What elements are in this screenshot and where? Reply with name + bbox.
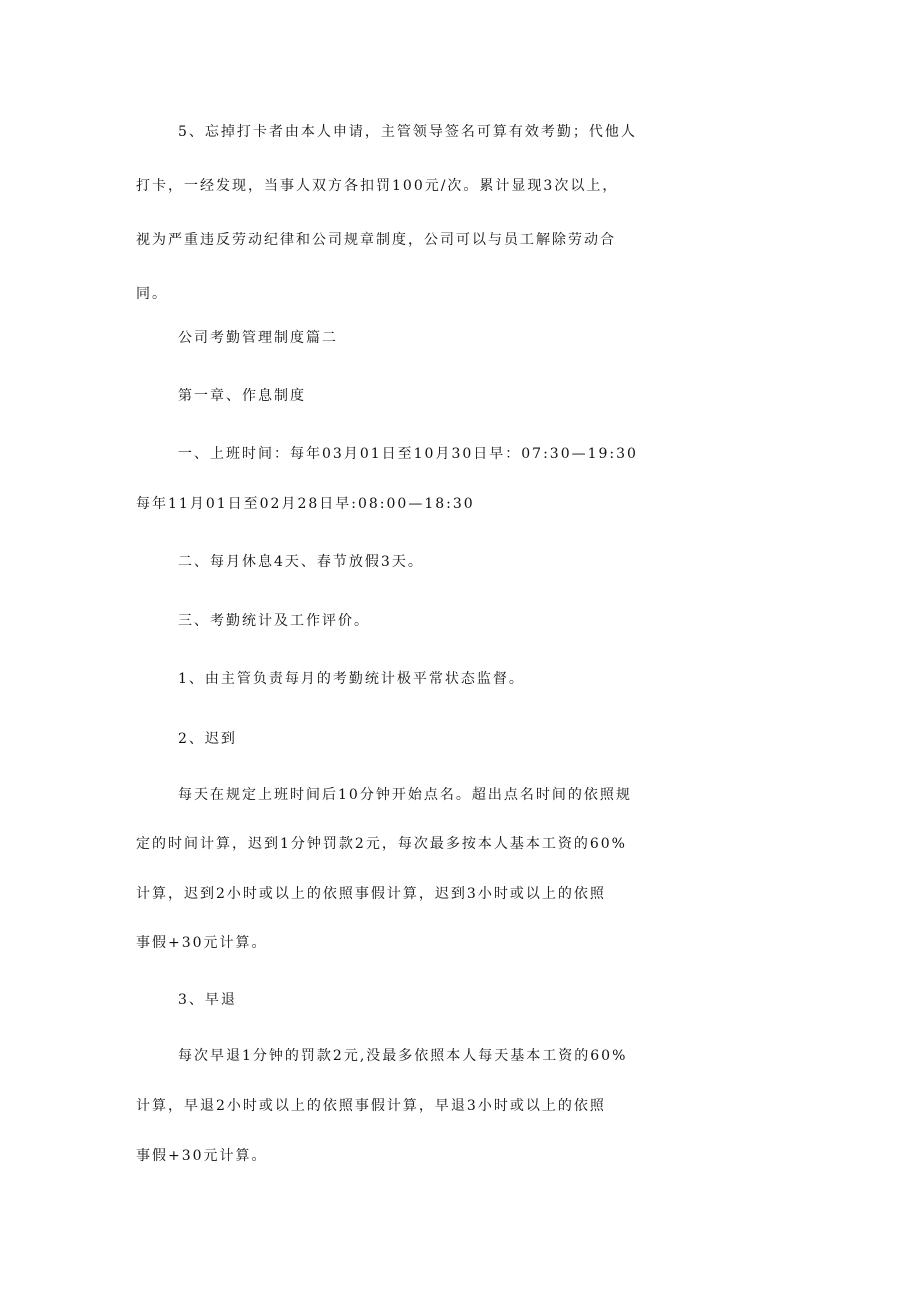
paragraph-line: 事假+30元计算。 bbox=[136, 935, 268, 951]
paragraph-line: 二、每月休息4天、春节放假3天。 bbox=[178, 554, 424, 570]
chapter-heading: 第一章、作息制度 bbox=[178, 388, 306, 404]
paragraph-line: 每次早退1分钟的罚款2元,没最多依照本人每天基本工资的60% bbox=[178, 1048, 628, 1064]
paragraph-line: 三、考勤统计及工作评价。 bbox=[178, 613, 370, 629]
paragraph-line: 计算，迟到2小时或以上的依照事假计算，迟到3小时或以上的依照 bbox=[136, 886, 606, 902]
section-heading: 公司考勤管理制度篇二 bbox=[178, 330, 338, 346]
subheading: 2、迟到 bbox=[178, 731, 237, 747]
paragraph-line: 计算，早退2小时或以上的依照事假计算，早退3小时或以上的依照 bbox=[136, 1098, 606, 1114]
paragraph-line: 视为严重违反劳动纪律和公司规章制度，公司可以与员工解除劳动合 bbox=[136, 232, 616, 248]
paragraph-line: 1、由主管负责每月的考勤统计极平常状态监督。 bbox=[178, 671, 525, 687]
paragraph-line: 一、上班时间：每年03月01日至10月30日早：07:30—19:30 bbox=[178, 446, 638, 462]
subheading: 3、早退 bbox=[178, 992, 237, 1008]
paragraph-line: 每天在规定上班时间后10分钟开始点名。超出点名时间的依照规 bbox=[178, 787, 632, 803]
paragraph-line: 每年11月01日至02月28日早:08:00—18:30 bbox=[136, 496, 475, 512]
paragraph-line: 定的时间计算，迟到1分钟罚款2元，每次最多按本人基本工资的60% bbox=[136, 836, 627, 852]
paragraph-line: 打卡，一经发现，当事人双方各扣罚100元/次。累计显现3次以上， bbox=[136, 178, 619, 194]
paragraph-line: 5、忘掉打卡者由本人申请，主管领导签名可算有效考勤；代他人 bbox=[178, 124, 637, 140]
paragraph-line: 同。 bbox=[136, 286, 168, 302]
paragraph-line: 事假+30元计算。 bbox=[136, 1148, 268, 1164]
